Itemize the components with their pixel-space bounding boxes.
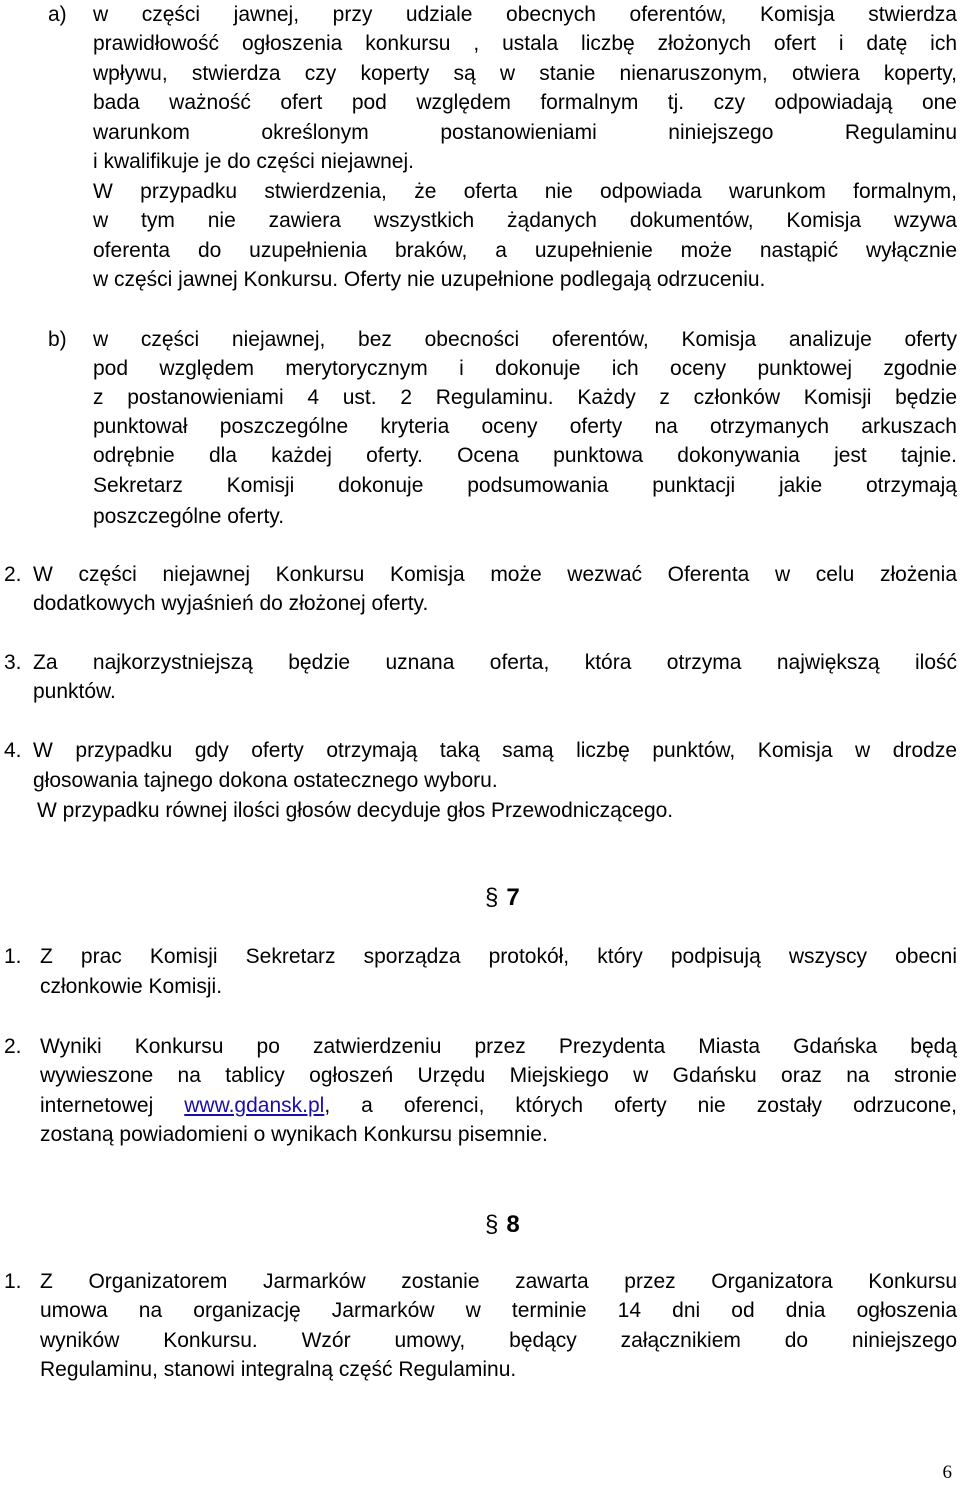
- list-marker: b): [48, 328, 67, 351]
- paragraph-line: pod względem merytorycznym i dokonuje ich oceny punktowej zgodnie: [93, 357, 957, 380]
- paragraph-line: warunkom określonym postanowieniami niniejszego Regulaminu: [93, 121, 957, 144]
- list-marker: 2.: [4, 1035, 22, 1058]
- paragraph-line: Wyniki Konkursu po zatwierdzeniu przez Prezydenta Miasta Gdańska będą: [40, 1035, 957, 1058]
- section-symbol: §: [485, 1211, 499, 1238]
- paragraph-line: wpływu, stwierdza czy koperty są w stanie nienaruszonym, otwiera koperty,: [93, 62, 957, 85]
- section-number: 8: [506, 1211, 520, 1238]
- section-symbol: §: [485, 884, 499, 911]
- paragraph-line: Z prac Komisji Sekretarz sporządza protokół, który podpisują wszyscy obecni: [40, 945, 957, 968]
- paragraph-line: w części jawnej, przy udziale obecnych oferentów, Komisja stwierdza: [93, 3, 957, 26]
- paragraph-line: oferenta do uzupełnienia braków, a uzupełnienie może nastąpić wyłącznie: [93, 239, 957, 262]
- paragraph-line: w tym nie zawiera wszystkich żądanych dokumentów, Komisja wzywa: [93, 209, 957, 232]
- list-marker: 4.: [4, 739, 22, 762]
- paragraph-line: W przypadku równej ilości głosów decyduje głos Przewodniczącego.: [37, 799, 674, 822]
- list-marker: a): [48, 3, 67, 26]
- paragraph-line: Za najkorzystniejszą będzie uznana oferta, która otrzyma największą ilość: [33, 651, 957, 674]
- paragraph-line: odrębnie dla każdej oferty. Ocena punktowa dokonywania jest tajnie.: [93, 444, 957, 467]
- paragraph-line: W przypadku stwierdzenia, że oferta nie odpowiada warunkom formalnym,: [93, 180, 957, 203]
- text-span: internetowej: [40, 1094, 185, 1117]
- list-marker: 1.: [4, 945, 22, 968]
- paragraph-line: z postanowieniami 4 ust. 2 Regulaminu. Każdy z członków Komisji będzie: [93, 386, 957, 409]
- section-heading-8: [485, 1208, 520, 1242]
- paragraph-line: zostaną powiadomieni o wynikach Konkursu pisemnie.: [40, 1123, 548, 1146]
- paragraph-line: Sekretarz Komisji dokonuje podsumowania punktacji jakie otrzymają: [93, 474, 957, 497]
- paragraph-line: punktował poszczególne kryteria oceny oferty na otrzymanych arkuszach: [93, 415, 957, 438]
- website-link[interactable]: www.gdansk.pl: [184, 1094, 325, 1117]
- paragraph-line: W części niejawnej Konkursu Komisja może wezwać Oferenta w celu złożenia: [33, 563, 957, 586]
- paragraph-line: członkowie Komisji.: [40, 975, 223, 998]
- paragraph-line: i kwalifikuje je do części niejawnej.: [93, 150, 414, 173]
- section-number: 7: [506, 884, 520, 911]
- paragraph-line: punktów.: [33, 680, 116, 703]
- paragraph-line: poszczególne oferty.: [93, 505, 285, 528]
- paragraph-line: W przypadku gdy oferty otrzymają taką samą liczbę punktów, Komisja w drodze: [33, 739, 957, 762]
- paragraph-line: bada ważność ofert pod względem formalnym tj. czy odpowiadają one: [93, 91, 957, 114]
- paragraph-line: wyników Konkursu. Wzór umowy, będący załącznikiem do niniejszego: [40, 1329, 957, 1352]
- list-marker: 1.: [4, 1270, 22, 1293]
- paragraph-line: Z Organizatorem Jarmarków zostanie zawarta przez Organizatora Konkursu: [40, 1270, 957, 1293]
- section-heading-7: [485, 881, 520, 915]
- list-marker: 2.: [4, 563, 22, 586]
- text-span: , a oferenci, których oferty nie zostały odrzucone,: [324, 1094, 957, 1117]
- list-marker: 3.: [4, 651, 22, 674]
- paragraph-line: umowa na organizację Jarmarków w terminie 14 dni od dnia ogłoszenia: [40, 1299, 957, 1322]
- paragraph-line: prawidłowość ogłoszenia konkursu , ustala liczbę złożonych ofert i datę ich: [93, 32, 957, 55]
- paragraph-line: [40, 1091, 957, 1121]
- paragraph-line: w części niejawnej, bez obecności oferentów, Komisja analizuje oferty: [93, 328, 957, 351]
- page-number: 6: [942, 1462, 952, 1483]
- paragraph-line: Regulaminu, stanowi integralną część Regulaminu.: [40, 1358, 517, 1381]
- paragraph-line: dodatkowych wyjaśnień do złożonej oferty.: [33, 592, 429, 615]
- paragraph-line: w części jawnej Konkursu. Oferty nie uzupełnione podlegają odrzuceniu.: [93, 268, 766, 291]
- paragraph-line: wywieszone na tablicy ogłoszeń Urzędu Miejskiego w Gdańsku oraz na stronie: [40, 1064, 957, 1087]
- paragraph-line: głosowania tajnego dokona ostatecznego wyboru.: [33, 769, 498, 792]
